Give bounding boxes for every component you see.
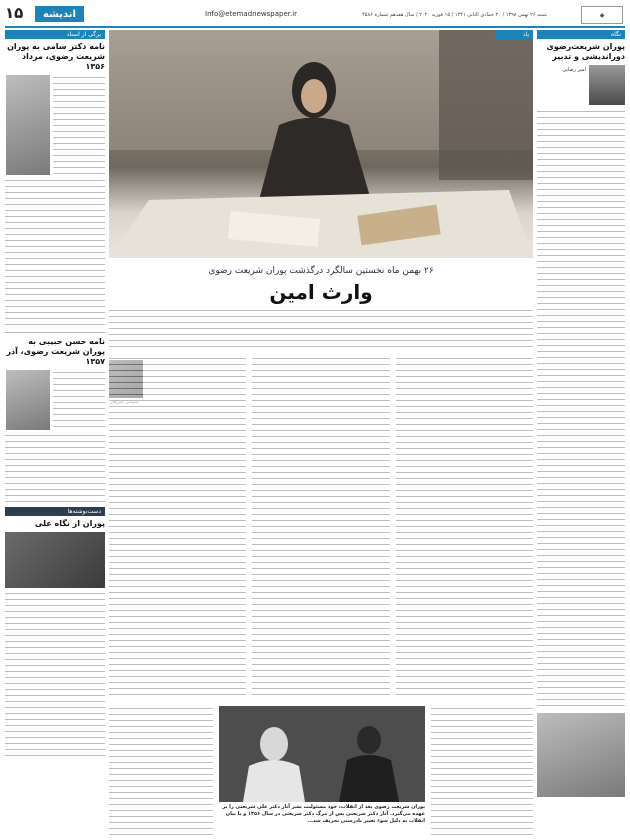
right-column-photo xyxy=(537,713,625,797)
article-body-col-3 xyxy=(109,356,246,696)
letter-text-1 xyxy=(53,75,105,175)
article-body-col-2 xyxy=(252,356,389,696)
section-tag-manuscripts: دست‌نوشته‌ها xyxy=(5,507,105,516)
email-address[interactable]: Info@etemadnewspaper.ir xyxy=(205,10,298,18)
main-photo xyxy=(109,30,533,258)
article-body xyxy=(109,356,533,696)
bottom-photo xyxy=(219,706,425,802)
letter-body-2 xyxy=(5,433,105,503)
right-column xyxy=(537,30,625,814)
main-photo-illustration xyxy=(109,30,533,258)
letter-text-2 xyxy=(53,370,105,430)
article-intro xyxy=(109,308,533,352)
article-title: وارث امین xyxy=(269,280,373,304)
bottom-text-right xyxy=(431,706,533,840)
page-header xyxy=(5,6,625,24)
header-rule xyxy=(5,26,625,28)
author-portrait xyxy=(589,65,625,105)
right-column-headline: پوران شریعت‌رضوی دوراندیشی و تدبیر xyxy=(546,42,625,61)
section-tag-yad: یاد xyxy=(495,30,533,39)
section-tag-documents: برگی از اسناد xyxy=(5,30,105,39)
page-number: ۱۵ xyxy=(5,4,24,22)
manuscripts-headline: پوران از نگاه علی xyxy=(34,519,105,528)
article-body-col-1 xyxy=(396,356,533,696)
letter-headline-habibi: نامه حسن حبیبی به پوران شریعت رضوی، آذر ۱۳۵۷ xyxy=(6,337,105,366)
dateline: شنبه ۲۶ بهمن ۱۳۹۸ / ۲۰ جمادی الثانی ۱۴۴۱ / ۱۵ فوریه ۲۰۲۰ / سال هفدهم شماره ۴۵۸۶ xyxy=(362,12,547,18)
manuscripts-photo xyxy=(5,532,105,588)
letter-image-1 xyxy=(6,75,50,175)
right-column-author: امیر رضایی xyxy=(562,67,586,73)
bottom-photo-caption: پوران شریعت رضوی بعد از انقلاب، خود مسئولیت نشر آثار دکتر علی شریعتی را بر عهده می‌گیرد. آثار دکتر شریعتی پس از مرگ دکتر شریعتی در سال ۱۳۵۶ و با بیان انقلاب به دلیل سوء تعبیر نادرستی تحریف شد... xyxy=(222,804,425,824)
bottom-photo-illustration xyxy=(219,706,425,802)
newspaper-logo: ◆ xyxy=(581,6,623,24)
section-label: اندیشه xyxy=(35,6,84,22)
bottom-text-left xyxy=(109,706,213,840)
right-column-body xyxy=(537,109,625,709)
letter-image-2 xyxy=(6,370,50,430)
letter-headline-sami: نامه دکتر سامی به پوران شریعت رضوی، مرداد ۱۳۵۶ xyxy=(7,42,105,71)
section-tag-negah: نگاه xyxy=(537,30,625,39)
center-column xyxy=(109,30,533,824)
article-kicker: ۲۶ بهمن ماه نخستین سالگرد درگذشت پوران شریعت رضوی xyxy=(208,266,434,276)
letter-body-1 xyxy=(5,178,105,328)
left-column xyxy=(5,30,105,814)
manuscripts-body xyxy=(5,591,105,761)
